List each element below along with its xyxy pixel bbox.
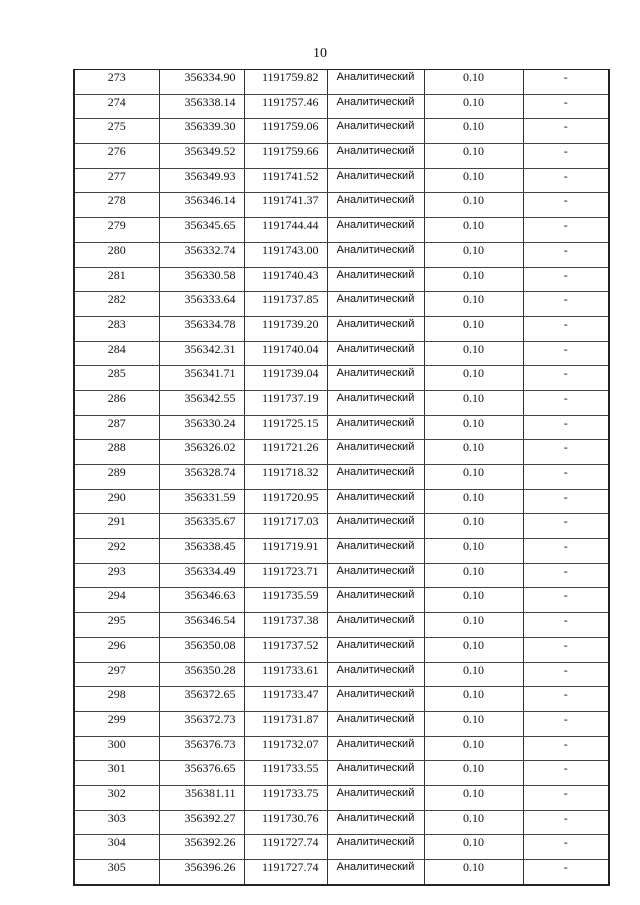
- y-coordinate-cell: 1191725.15: [244, 415, 327, 440]
- table-row: [74, 588, 609, 613]
- x-coordinate-cell: 356330.24: [159, 415, 244, 440]
- table-row: [74, 489, 609, 514]
- x-coordinate-cell: 356372.73: [159, 711, 244, 736]
- point-number-cell: 296: [74, 637, 159, 662]
- x-coordinate-cell: 356376.73: [159, 736, 244, 761]
- x-coordinate-cell: 356338.45: [159, 539, 244, 564]
- x-coordinate-cell: 356372.65: [159, 687, 244, 712]
- x-coordinate-cell: 356350.28: [159, 662, 244, 687]
- note-cell: -: [523, 489, 609, 514]
- accuracy-cell: 0.10: [424, 144, 523, 169]
- point-number-cell: 276: [74, 144, 159, 169]
- accuracy-cell: 0.10: [424, 637, 523, 662]
- accuracy-cell: 0.10: [424, 860, 523, 885]
- x-coordinate-cell: 356334.49: [159, 563, 244, 588]
- method-cell: Аналитический: [327, 761, 424, 786]
- accuracy-cell: 0.10: [424, 168, 523, 193]
- x-coordinate-cell: 356338.14: [159, 94, 244, 119]
- accuracy-cell: 0.10: [424, 835, 523, 860]
- accuracy-cell: 0.10: [424, 193, 523, 218]
- x-coordinate-cell: 356345.65: [159, 218, 244, 243]
- point-number-cell: 298: [74, 687, 159, 712]
- note-cell: -: [523, 514, 609, 539]
- x-coordinate-cell: 356381.11: [159, 785, 244, 810]
- method-cell: Аналитический: [327, 440, 424, 465]
- table-row: [74, 785, 609, 810]
- note-cell: -: [523, 218, 609, 243]
- note-cell: -: [523, 267, 609, 292]
- x-coordinate-cell: 356346.63: [159, 588, 244, 613]
- y-coordinate-cell: 1191731.87: [244, 711, 327, 736]
- x-coordinate-cell: 356333.64: [159, 292, 244, 317]
- y-coordinate-cell: 1191737.52: [244, 637, 327, 662]
- table-row: [74, 613, 609, 638]
- method-cell: Аналитический: [327, 637, 424, 662]
- note-cell: -: [523, 94, 609, 119]
- accuracy-cell: 0.10: [424, 588, 523, 613]
- accuracy-cell: 0.10: [424, 366, 523, 391]
- y-coordinate-cell: 1191720.95: [244, 489, 327, 514]
- point-number-cell: 287: [74, 415, 159, 440]
- method-cell: Аналитический: [327, 662, 424, 687]
- table-row: [74, 242, 609, 267]
- note-cell: -: [523, 119, 609, 144]
- y-coordinate-cell: 1191733.55: [244, 761, 327, 786]
- point-number-cell: 304: [74, 835, 159, 860]
- point-number-cell: 279: [74, 218, 159, 243]
- accuracy-cell: 0.10: [424, 440, 523, 465]
- y-coordinate-cell: 1191733.61: [244, 662, 327, 687]
- point-number-cell: 300: [74, 736, 159, 761]
- method-cell: Аналитический: [327, 736, 424, 761]
- table-row: [74, 144, 609, 169]
- y-coordinate-cell: 1191744.44: [244, 218, 327, 243]
- method-cell: Аналитический: [327, 242, 424, 267]
- table-row: [74, 292, 609, 317]
- point-number-cell: 291: [74, 514, 159, 539]
- method-cell: Аналитический: [327, 465, 424, 490]
- y-coordinate-cell: 1191733.47: [244, 687, 327, 712]
- y-coordinate-cell: 1191718.32: [244, 465, 327, 490]
- method-cell: Аналитический: [327, 267, 424, 292]
- point-number-cell: 303: [74, 810, 159, 835]
- accuracy-cell: 0.10: [424, 465, 523, 490]
- table-body: [74, 70, 609, 885]
- table-row: [74, 119, 609, 144]
- point-number-cell: 277: [74, 168, 159, 193]
- accuracy-cell: 0.10: [424, 119, 523, 144]
- x-coordinate-cell: 356350.08: [159, 637, 244, 662]
- accuracy-cell: 0.10: [424, 94, 523, 119]
- note-cell: -: [523, 637, 609, 662]
- x-coordinate-cell: 356332.74: [159, 242, 244, 267]
- point-number-cell: 280: [74, 242, 159, 267]
- method-cell: Аналитический: [327, 316, 424, 341]
- y-coordinate-cell: 1191717.03: [244, 514, 327, 539]
- table-row: [74, 440, 609, 465]
- accuracy-cell: 0.10: [424, 242, 523, 267]
- method-cell: Аналитический: [327, 390, 424, 415]
- table-row: [74, 465, 609, 490]
- x-coordinate-cell: 356376.65: [159, 761, 244, 786]
- method-cell: Аналитический: [327, 514, 424, 539]
- accuracy-cell: 0.10: [424, 514, 523, 539]
- note-cell: -: [523, 415, 609, 440]
- y-coordinate-cell: 1191739.20: [244, 316, 327, 341]
- point-number-cell: 292: [74, 539, 159, 564]
- y-coordinate-cell: 1191741.37: [244, 193, 327, 218]
- method-cell: Аналитический: [327, 563, 424, 588]
- method-cell: Аналитический: [327, 785, 424, 810]
- method-cell: Аналитический: [327, 292, 424, 317]
- point-number-cell: 273: [74, 70, 159, 95]
- y-coordinate-cell: 1191759.82: [244, 70, 327, 95]
- table-row: [74, 341, 609, 366]
- table-row: [74, 687, 609, 712]
- table-row: [74, 711, 609, 736]
- y-coordinate-cell: 1191730.76: [244, 810, 327, 835]
- note-cell: -: [523, 785, 609, 810]
- coordinates-table: [73, 69, 610, 886]
- method-cell: Аналитический: [327, 810, 424, 835]
- x-coordinate-cell: 356392.26: [159, 835, 244, 860]
- point-number-cell: 295: [74, 613, 159, 638]
- x-coordinate-cell: 356339.30: [159, 119, 244, 144]
- note-cell: -: [523, 662, 609, 687]
- note-cell: -: [523, 292, 609, 317]
- x-coordinate-cell: 356346.54: [159, 613, 244, 638]
- point-number-cell: 278: [74, 193, 159, 218]
- table-row: [74, 70, 609, 95]
- point-number-cell: 286: [74, 390, 159, 415]
- x-coordinate-cell: 356342.31: [159, 341, 244, 366]
- x-coordinate-cell: 356349.52: [159, 144, 244, 169]
- note-cell: -: [523, 687, 609, 712]
- point-number-cell: 301: [74, 761, 159, 786]
- y-coordinate-cell: 1191735.59: [244, 588, 327, 613]
- method-cell: Аналитический: [327, 119, 424, 144]
- note-cell: -: [523, 711, 609, 736]
- method-cell: Аналитический: [327, 341, 424, 366]
- note-cell: -: [523, 736, 609, 761]
- accuracy-cell: 0.10: [424, 662, 523, 687]
- page-number: 10: [313, 46, 327, 61]
- point-number-cell: 305: [74, 860, 159, 885]
- y-coordinate-cell: 1191721.26: [244, 440, 327, 465]
- point-number-cell: 274: [74, 94, 159, 119]
- accuracy-cell: 0.10: [424, 70, 523, 95]
- method-cell: Аналитический: [327, 168, 424, 193]
- point-number-cell: 284: [74, 341, 159, 366]
- y-coordinate-cell: 1191727.74: [244, 835, 327, 860]
- y-coordinate-cell: 1191740.04: [244, 341, 327, 366]
- note-cell: -: [523, 539, 609, 564]
- table-row: [74, 218, 609, 243]
- accuracy-cell: 0.10: [424, 390, 523, 415]
- note-cell: -: [523, 70, 609, 95]
- x-coordinate-cell: 356346.14: [159, 193, 244, 218]
- method-cell: Аналитический: [327, 144, 424, 169]
- note-cell: -: [523, 242, 609, 267]
- accuracy-cell: 0.10: [424, 267, 523, 292]
- table-row: [74, 539, 609, 564]
- point-number-cell: 290: [74, 489, 159, 514]
- x-coordinate-cell: 356330.58: [159, 267, 244, 292]
- accuracy-cell: 0.10: [424, 687, 523, 712]
- point-number-cell: 294: [74, 588, 159, 613]
- note-cell: -: [523, 144, 609, 169]
- accuracy-cell: 0.10: [424, 761, 523, 786]
- table-row: [74, 366, 609, 391]
- y-coordinate-cell: 1191737.19: [244, 390, 327, 415]
- x-coordinate-cell: 356326.02: [159, 440, 244, 465]
- note-cell: -: [523, 168, 609, 193]
- method-cell: Аналитический: [327, 94, 424, 119]
- accuracy-cell: 0.10: [424, 218, 523, 243]
- x-coordinate-cell: 356335.67: [159, 514, 244, 539]
- accuracy-cell: 0.10: [424, 613, 523, 638]
- note-cell: -: [523, 761, 609, 786]
- y-coordinate-cell: 1191737.85: [244, 292, 327, 317]
- method-cell: Аналитический: [327, 193, 424, 218]
- table-row: [74, 390, 609, 415]
- method-cell: Аналитический: [327, 588, 424, 613]
- table-row: [74, 94, 609, 119]
- accuracy-cell: 0.10: [424, 316, 523, 341]
- x-coordinate-cell: 356392.27: [159, 810, 244, 835]
- note-cell: -: [523, 193, 609, 218]
- y-coordinate-cell: 1191723.71: [244, 563, 327, 588]
- point-number-cell: 275: [74, 119, 159, 144]
- accuracy-cell: 0.10: [424, 292, 523, 317]
- method-cell: Аналитический: [327, 415, 424, 440]
- point-number-cell: 285: [74, 366, 159, 391]
- note-cell: -: [523, 341, 609, 366]
- x-coordinate-cell: 356341.71: [159, 366, 244, 391]
- point-number-cell: 288: [74, 440, 159, 465]
- note-cell: -: [523, 465, 609, 490]
- accuracy-cell: 0.10: [424, 785, 523, 810]
- y-coordinate-cell: 1191733.75: [244, 785, 327, 810]
- table-row: [74, 736, 609, 761]
- y-coordinate-cell: 1191727.74: [244, 860, 327, 885]
- note-cell: -: [523, 810, 609, 835]
- table-row: [74, 761, 609, 786]
- x-coordinate-cell: 356328.74: [159, 465, 244, 490]
- table-row: [74, 662, 609, 687]
- y-coordinate-cell: 1191740.43: [244, 267, 327, 292]
- y-coordinate-cell: 1191741.52: [244, 168, 327, 193]
- method-cell: Аналитический: [327, 218, 424, 243]
- table-row: [74, 193, 609, 218]
- point-number-cell: 297: [74, 662, 159, 687]
- x-coordinate-cell: 356349.93: [159, 168, 244, 193]
- method-cell: Аналитический: [327, 489, 424, 514]
- method-cell: Аналитический: [327, 70, 424, 95]
- point-number-cell: 283: [74, 316, 159, 341]
- method-cell: Аналитический: [327, 539, 424, 564]
- accuracy-cell: 0.10: [424, 736, 523, 761]
- accuracy-cell: 0.10: [424, 810, 523, 835]
- table-row: [74, 810, 609, 835]
- note-cell: -: [523, 316, 609, 341]
- accuracy-cell: 0.10: [424, 415, 523, 440]
- method-cell: Аналитический: [327, 711, 424, 736]
- y-coordinate-cell: 1191732.07: [244, 736, 327, 761]
- note-cell: -: [523, 588, 609, 613]
- point-number-cell: 299: [74, 711, 159, 736]
- note-cell: -: [523, 563, 609, 588]
- point-number-cell: 281: [74, 267, 159, 292]
- y-coordinate-cell: 1191757.46: [244, 94, 327, 119]
- point-number-cell: 289: [74, 465, 159, 490]
- method-cell: Аналитический: [327, 366, 424, 391]
- x-coordinate-cell: 356334.78: [159, 316, 244, 341]
- note-cell: -: [523, 613, 609, 638]
- table-row: [74, 860, 609, 885]
- accuracy-cell: 0.10: [424, 563, 523, 588]
- x-coordinate-cell: 356342.55: [159, 390, 244, 415]
- y-coordinate-cell: 1191759.66: [244, 144, 327, 169]
- table-row: [74, 637, 609, 662]
- point-number-cell: 293: [74, 563, 159, 588]
- coordinates-table-container: [73, 69, 608, 886]
- accuracy-cell: 0.10: [424, 539, 523, 564]
- note-cell: -: [523, 860, 609, 885]
- x-coordinate-cell: 356331.59: [159, 489, 244, 514]
- note-cell: -: [523, 440, 609, 465]
- x-coordinate-cell: 356396.26: [159, 860, 244, 885]
- y-coordinate-cell: 1191739.04: [244, 366, 327, 391]
- note-cell: -: [523, 835, 609, 860]
- method-cell: Аналитический: [327, 835, 424, 860]
- accuracy-cell: 0.10: [424, 341, 523, 366]
- y-coordinate-cell: 1191737.38: [244, 613, 327, 638]
- table-row: [74, 514, 609, 539]
- y-coordinate-cell: 1191743.00: [244, 242, 327, 267]
- note-cell: -: [523, 366, 609, 391]
- point-number-cell: 302: [74, 785, 159, 810]
- table-row: [74, 563, 609, 588]
- y-coordinate-cell: 1191719.91: [244, 539, 327, 564]
- table-row: [74, 316, 609, 341]
- method-cell: Аналитический: [327, 860, 424, 885]
- note-cell: -: [523, 390, 609, 415]
- point-number-cell: 282: [74, 292, 159, 317]
- method-cell: Аналитический: [327, 687, 424, 712]
- x-coordinate-cell: 356334.90: [159, 70, 244, 95]
- table-row: [74, 835, 609, 860]
- accuracy-cell: 0.10: [424, 489, 523, 514]
- y-coordinate-cell: 1191759.06: [244, 119, 327, 144]
- table-row: [74, 267, 609, 292]
- method-cell: Аналитический: [327, 613, 424, 638]
- table-row: [74, 168, 609, 193]
- table-row: [74, 415, 609, 440]
- accuracy-cell: 0.10: [424, 711, 523, 736]
